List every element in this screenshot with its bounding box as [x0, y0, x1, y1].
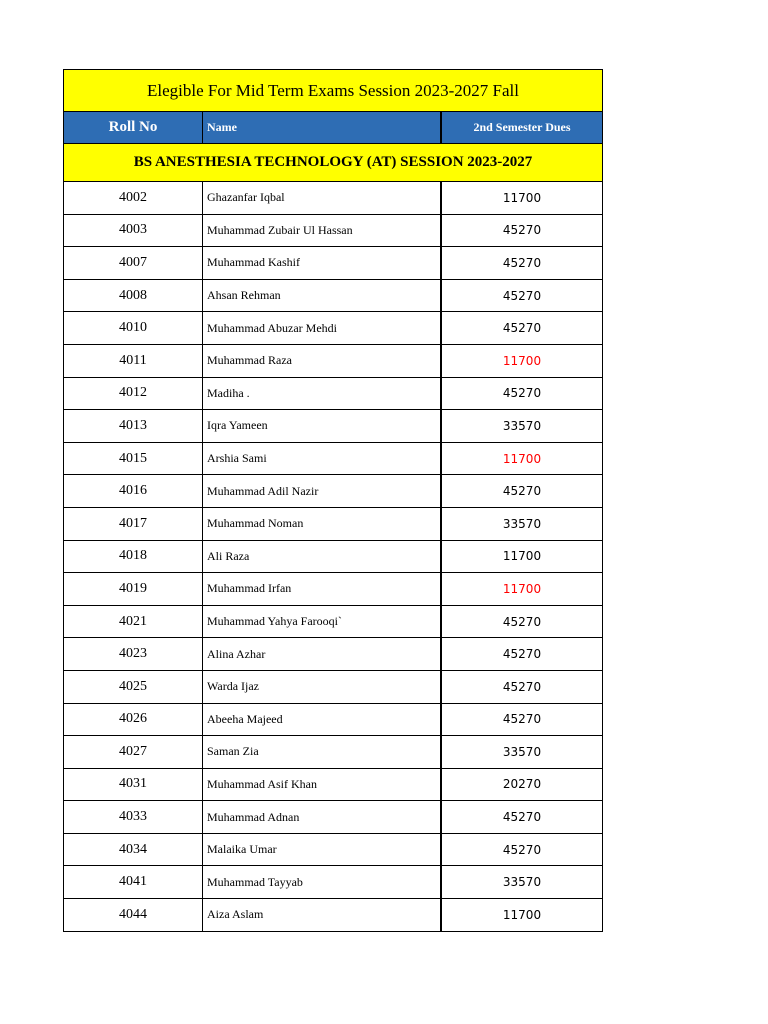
name-cell: Abeeha Majeed [202, 704, 440, 736]
dues-cell: 11700 [440, 182, 602, 214]
table-row [63, 769, 603, 802]
table-row [63, 704, 603, 737]
dues-cell: 45270 [440, 834, 602, 866]
table-row [63, 866, 603, 899]
table-body [63, 182, 603, 932]
name-cell: Aiza Aslam [202, 899, 440, 931]
roll-no-cell: 4017 [119, 515, 147, 531]
section-heading: BS ANESTHESIA TECHNOLOGY (AT) SESSION 2023-2027 [63, 144, 603, 182]
table-row [63, 736, 603, 769]
roll-no-cell: 4011 [119, 352, 147, 368]
name-cell: Malaika Umar [202, 834, 440, 866]
table-row [63, 573, 603, 606]
roll-no-cell: 4031 [119, 776, 147, 792]
dues-cell: 45270 [440, 606, 602, 638]
table-row [63, 247, 603, 280]
name-cell: Alina Azhar [202, 638, 440, 670]
table-row [63, 541, 603, 574]
table-row [63, 345, 603, 378]
roll-no-cell: 4002 [119, 189, 147, 205]
name-cell: Ghazanfar Iqbal [202, 182, 440, 214]
name-cell: Ahsan Rehman [202, 280, 440, 312]
dues-cell: 33570 [440, 736, 602, 768]
name-cell: Muhammad Adnan [202, 801, 440, 833]
dues-cell: 33570 [440, 866, 602, 898]
table-row [63, 410, 603, 443]
roll-no-cell: 4021 [119, 613, 147, 629]
roll-no-cell: 4019 [119, 580, 147, 596]
name-cell: Ali Raza [202, 541, 440, 573]
dues-cell: 45270 [440, 704, 602, 736]
roll-no-cell: 4033 [119, 809, 147, 825]
table-row [63, 638, 603, 671]
table-row [63, 280, 603, 313]
name-cell: Iqra Yameen [202, 410, 440, 442]
name-cell: Warda Ijaz [202, 671, 440, 703]
dues-cell: 11700 [440, 443, 602, 475]
roll-no-cell: 4041 [119, 874, 147, 890]
roll-no-cell: 4025 [119, 678, 147, 694]
roll-no-cell: 4003 [119, 222, 147, 238]
name-cell: Muhammad Kashif [202, 247, 440, 279]
dues-cell: 45270 [440, 475, 602, 507]
eligibility-table [63, 69, 603, 932]
dues-cell: 11700 [440, 541, 602, 573]
roll-no-cell: 4008 [119, 287, 147, 303]
roll-no-cell: 4034 [119, 841, 147, 857]
roll-no-cell: 4027 [119, 743, 147, 759]
dues-cell: 20270 [440, 769, 602, 801]
roll-no-cell: 4012 [119, 385, 147, 401]
dues-cell: 33570 [440, 410, 602, 442]
table-row [63, 312, 603, 345]
dues-cell: 45270 [440, 378, 602, 410]
dues-cell: 45270 [440, 671, 602, 703]
dues-cell: 45270 [440, 312, 602, 344]
name-cell: Muhammad Irfan [202, 573, 440, 605]
name-cell: Muhammad Adil Nazir [202, 475, 440, 507]
header-name: Name [202, 112, 440, 143]
name-cell: Arshia Sami [202, 443, 440, 475]
roll-no-cell: 4010 [119, 320, 147, 336]
roll-no-cell: 4016 [119, 483, 147, 499]
table-row [63, 182, 603, 215]
roll-no-cell: 4007 [119, 254, 147, 270]
table-row [63, 475, 603, 508]
table-row [63, 508, 603, 541]
name-cell: Muhammad Yahya Farooqi` [202, 606, 440, 638]
table-row [63, 378, 603, 411]
page-title: Elegible For Mid Term Exams Session 2023-2027 Fall [63, 69, 603, 112]
name-cell: Saman Zia [202, 736, 440, 768]
roll-no-cell: 4026 [119, 711, 147, 727]
name-cell: Muhammad Raza [202, 345, 440, 377]
name-cell: Muhammad Tayyab [202, 866, 440, 898]
roll-no-cell: 4015 [119, 450, 147, 466]
dues-cell: 11700 [440, 899, 602, 931]
dues-cell: 11700 [440, 573, 602, 605]
name-cell: Muhammad Zubair Ul Hassan [202, 215, 440, 247]
table-row [63, 606, 603, 639]
table-header [63, 112, 603, 144]
header-roll-no: Roll No [108, 119, 158, 135]
table-row [63, 899, 603, 932]
name-cell: Muhammad Asif Khan [202, 769, 440, 801]
name-cell: Muhammad Noman [202, 508, 440, 540]
name-cell: Muhammad Abuzar Mehdi [202, 312, 440, 344]
dues-cell: 45270 [440, 638, 602, 670]
dues-cell: 45270 [440, 247, 602, 279]
table-row [63, 801, 603, 834]
dues-cell: 45270 [440, 215, 602, 247]
dues-cell: 45270 [440, 280, 602, 312]
dues-cell: 33570 [440, 508, 602, 540]
dues-cell: 45270 [440, 801, 602, 833]
roll-no-cell: 4018 [119, 548, 147, 564]
table-row [63, 671, 603, 704]
roll-no-cell: 4023 [119, 646, 147, 662]
dues-cell: 11700 [440, 345, 602, 377]
table-row [63, 443, 603, 476]
roll-no-cell: 4044 [119, 906, 147, 922]
header-dues: 2nd Semester Dues [440, 112, 602, 143]
table-row [63, 215, 603, 248]
roll-no-cell: 4013 [119, 417, 147, 433]
table-row [63, 834, 603, 867]
name-cell: Madiha . [202, 378, 440, 410]
